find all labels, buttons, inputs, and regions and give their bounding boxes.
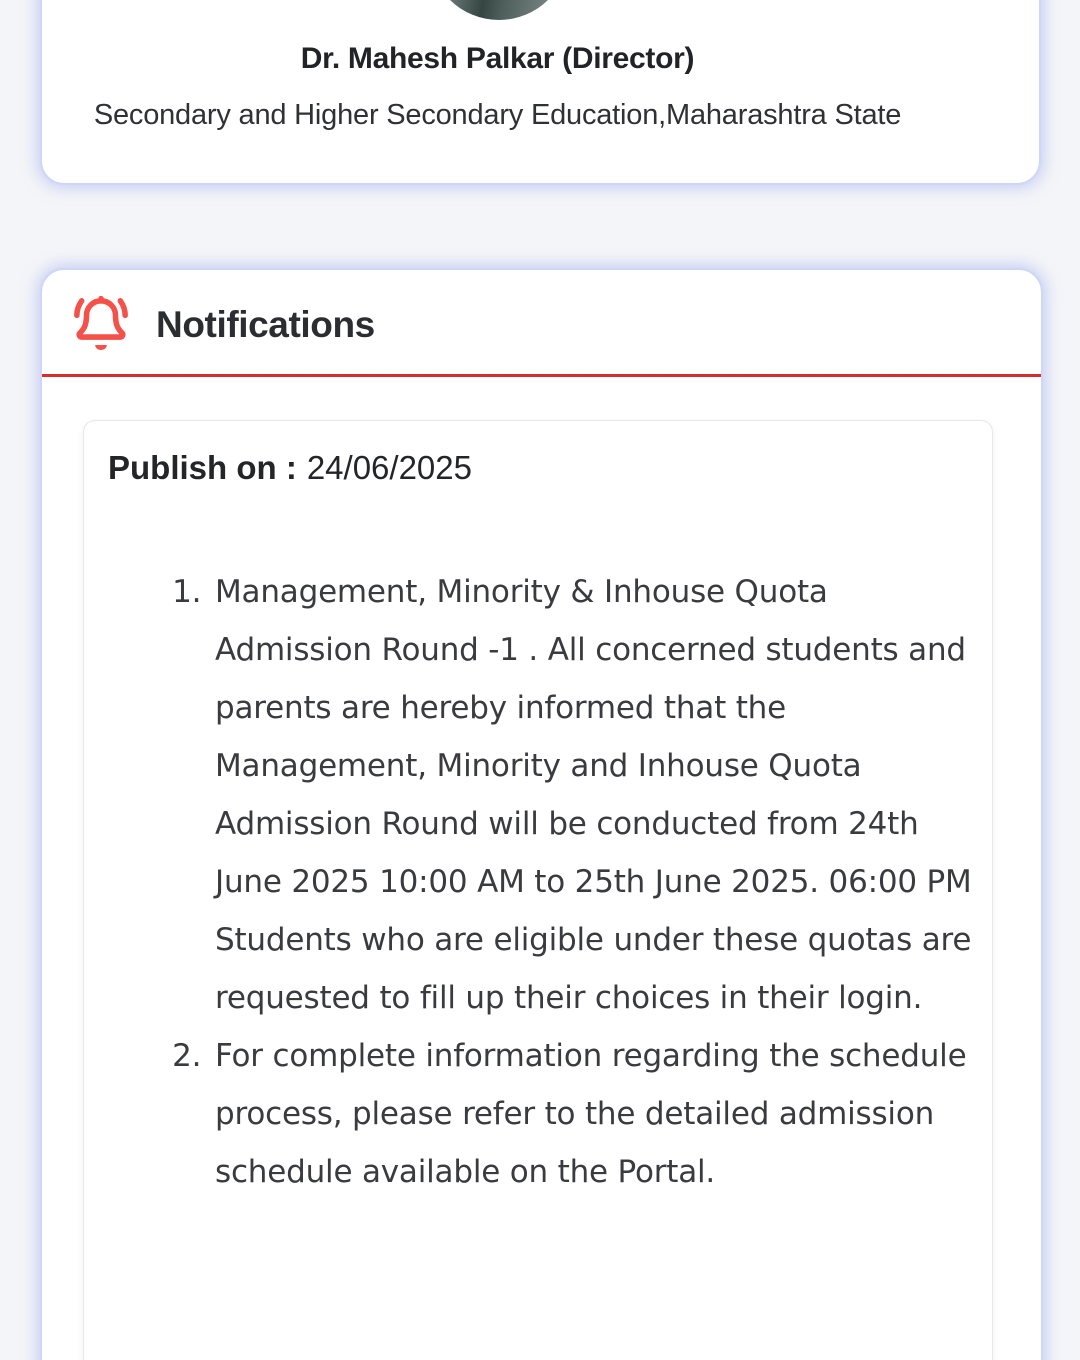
director-profile-body: [42, 42, 953, 132]
director-department: Secondary and Higher Secondary Education,Maharashtra State: [93, 99, 902, 131]
director-avatar: [429, 0, 569, 20]
publish-label: Publish on :: [108, 449, 297, 486]
director-profile-card: [40, 0, 1041, 185]
notifications-divider: [42, 374, 1041, 377]
notifications-header: [42, 270, 1041, 354]
notice-list: [108, 563, 972, 1201]
notice-item: 1. Management, Minority & Inhouse Quota Admission Round -1 . All concerned students and parents are hereby informed that the Management, Minority and Inhouse Quota Admission Round will be conducted from 24th June 2025 10:00 AM to 25th June 2025. 06:00 PM Students who are eligible under these quotas are requested to fill up their choices in their login.: [211, 563, 972, 1027]
notice-item: 2. For complete information regarding the schedule process, please refer to the detailed admission schedule available on the Portal.: [211, 1027, 972, 1201]
publish-row: [108, 447, 972, 489]
notice-box: [83, 420, 993, 1360]
notifications-card: [40, 268, 1043, 1360]
notifications-title: Notifications: [156, 304, 375, 345]
publish-date: 24/06/2025: [306, 449, 472, 486]
bell-ring-icon: [72, 296, 130, 354]
director-name: Dr. Mahesh Palkar (Director): [300, 42, 695, 75]
